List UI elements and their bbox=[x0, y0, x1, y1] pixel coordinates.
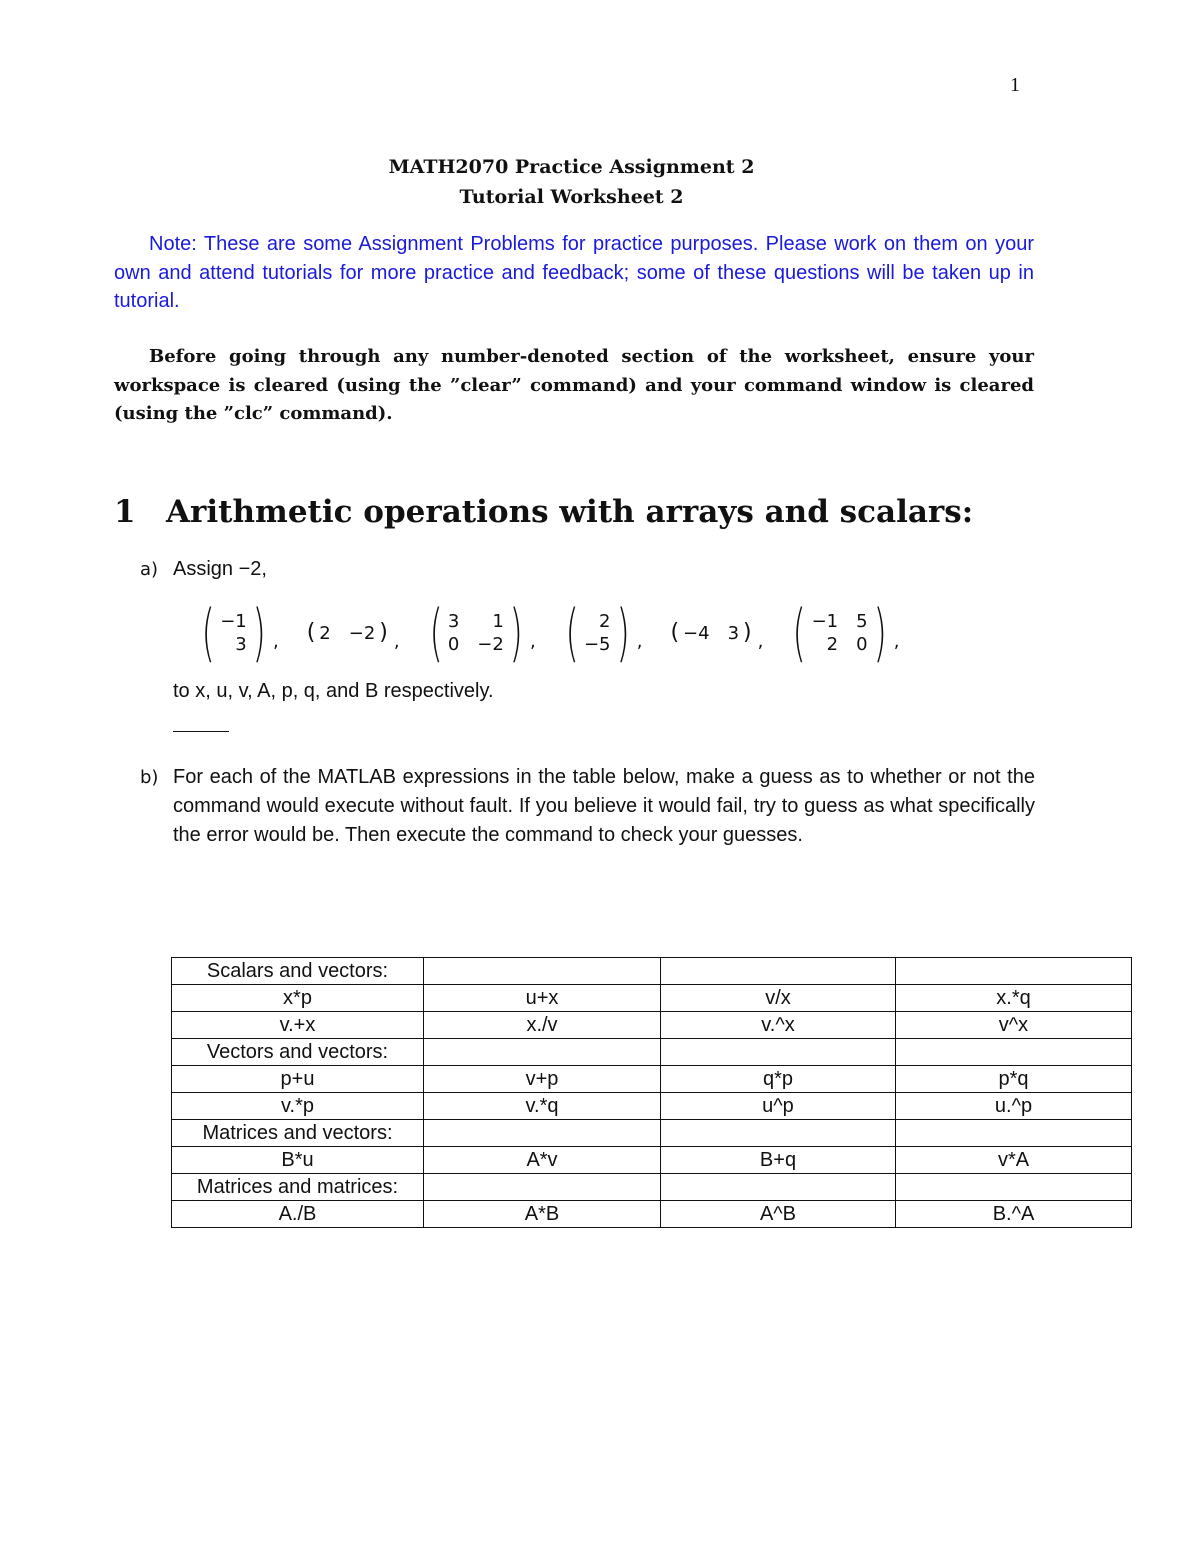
matlab-expression-table bbox=[171, 957, 1132, 1228]
table-cell bbox=[661, 1120, 896, 1147]
table-row bbox=[172, 1201, 1132, 1228]
table-cell: B*u bbox=[172, 1147, 424, 1174]
table-cell: B.^A bbox=[896, 1201, 1132, 1228]
table-cell: A^B bbox=[661, 1201, 896, 1228]
table-cell: v+p bbox=[424, 1066, 661, 1093]
matrix-a-entry: 3 bbox=[447, 611, 460, 632]
table-cell bbox=[896, 1174, 1132, 1201]
section-number: 1 bbox=[114, 494, 136, 530]
table-cell: u.^p bbox=[896, 1093, 1132, 1120]
table-cell: v/x bbox=[661, 985, 896, 1012]
table-cell: A*v bbox=[424, 1147, 661, 1174]
matrix-a-entry: −2 bbox=[477, 634, 504, 655]
section-heading bbox=[114, 494, 973, 530]
matrix-b-entry: 0 bbox=[856, 634, 868, 655]
vector-u: ( −1 3 ) bbox=[201, 596, 266, 669]
table-row bbox=[172, 1093, 1132, 1120]
matrix-a: ( 3 1 0 −2 ) bbox=[429, 596, 523, 669]
matrix-b-entry: −1 bbox=[811, 611, 839, 632]
table-cell: v^x bbox=[896, 1012, 1132, 1039]
vector-v-entry: −2 bbox=[348, 622, 376, 644]
table-cell bbox=[424, 1174, 661, 1201]
practice-note: Note: These are some Assignment Problems for practice purposes. Please work on them on your own and attend tutorials for more practice and feedback; some of these questions will be taken up in tutorial. bbox=[114, 233, 1034, 312]
page-number: 1 bbox=[1010, 74, 1020, 96]
title-line-1: MATH2070 Practice Assignment 2 bbox=[388, 156, 755, 178]
table-cell: A./B bbox=[172, 1201, 424, 1228]
table-cell: p*q bbox=[896, 1066, 1132, 1093]
table-cell bbox=[896, 958, 1132, 985]
table-cell bbox=[424, 958, 661, 985]
vector-p: ( 2 −5 ) bbox=[565, 596, 630, 669]
table-row bbox=[172, 985, 1132, 1012]
matrix-list: ( −1 3 ) , ( 2 −2 ) , ( 3 1 0 −2 ) , ( 2 −5 ) , ( −4 3 ) , ( −1 5 2 0 ) , bbox=[196, 600, 924, 666]
answer-blank-line bbox=[173, 731, 229, 732]
table-cell bbox=[896, 1120, 1132, 1147]
item-b-label: b) bbox=[140, 767, 159, 788]
table-cell: B+q bbox=[661, 1147, 896, 1174]
table-cell: u^p bbox=[661, 1093, 896, 1120]
table-cell: u+x bbox=[424, 985, 661, 1012]
assign-to-text: to x, u, v, A, p, q, and B respectively. bbox=[173, 680, 494, 702]
vector-u-entry: 3 bbox=[235, 634, 247, 655]
table-cell bbox=[896, 1039, 1132, 1066]
item-a bbox=[140, 558, 267, 581]
matrix-b-entry: 5 bbox=[856, 611, 868, 632]
table-row bbox=[172, 1147, 1132, 1174]
document-title bbox=[0, 152, 1143, 212]
table-cell: v.*q bbox=[424, 1093, 661, 1120]
matrix-b-entry: 2 bbox=[826, 634, 839, 655]
item-a-label: a) bbox=[140, 559, 159, 580]
vector-p-entry: −5 bbox=[583, 634, 611, 655]
table-cell: v*A bbox=[896, 1147, 1132, 1174]
item-b bbox=[140, 763, 1035, 850]
vector-v-entry: 2 bbox=[319, 622, 331, 644]
table-row bbox=[172, 1039, 1132, 1066]
table-cell: Scalars and vectors: bbox=[172, 958, 424, 985]
item-a-text: Assign −2, bbox=[173, 558, 267, 580]
table-cell bbox=[424, 1120, 661, 1147]
title-line-2: Tutorial Worksheet 2 bbox=[459, 186, 684, 208]
table-cell: x*p bbox=[172, 985, 424, 1012]
workspace-instruction: Before going through any number-denoted section of the worksheet, ensure your workspace is cleared (using the ”clear” command) and your command window is cleared (using the ”clc” command). bbox=[114, 346, 1034, 424]
table-cell bbox=[661, 1174, 896, 1201]
table-cell bbox=[424, 1039, 661, 1066]
vector-p-entry: 2 bbox=[599, 611, 611, 632]
item-b-text: For each of the MATLAB expressions in the table below, make a guess as to whether or not the command would execute without fault. If you believe it would fail, try to guess as what specifically the error would be. Then execute the command to check your guesses. bbox=[173, 766, 1035, 846]
table-cell bbox=[661, 958, 896, 985]
table-row bbox=[172, 1174, 1132, 1201]
table-cell: v.*p bbox=[172, 1093, 424, 1120]
table-cell: Vectors and vectors: bbox=[172, 1039, 424, 1066]
vector-v: ( 2 −2 ) bbox=[306, 620, 388, 645]
table-cell: Matrices and matrices: bbox=[172, 1174, 424, 1201]
table-cell: v.^x bbox=[661, 1012, 896, 1039]
section-title: Arithmetic operations with arrays and scalars: bbox=[166, 494, 974, 530]
table-cell: x.*q bbox=[896, 985, 1132, 1012]
table-row bbox=[172, 1066, 1132, 1093]
table-row bbox=[172, 1120, 1132, 1147]
table-cell: p+u bbox=[172, 1066, 424, 1093]
vector-q: ( −4 3 ) bbox=[670, 620, 752, 645]
vector-q-entry: 3 bbox=[727, 622, 740, 644]
vector-q-entry: −4 bbox=[683, 622, 710, 644]
table-row bbox=[172, 1012, 1132, 1039]
table-cell: v.+x bbox=[172, 1012, 424, 1039]
table-cell: q*p bbox=[661, 1066, 896, 1093]
table-cell bbox=[661, 1039, 896, 1066]
table-cell: Matrices and vectors: bbox=[172, 1120, 424, 1147]
table-cell: A*B bbox=[424, 1201, 661, 1228]
matrix-a-entry: 1 bbox=[492, 611, 504, 632]
matrix-a-entry: 0 bbox=[447, 634, 460, 655]
vector-u-entry: −1 bbox=[220, 611, 247, 632]
table-row bbox=[172, 958, 1132, 985]
matrix-b: ( −1 5 2 0 ) bbox=[792, 596, 887, 669]
table-cell: x./v bbox=[424, 1012, 661, 1039]
